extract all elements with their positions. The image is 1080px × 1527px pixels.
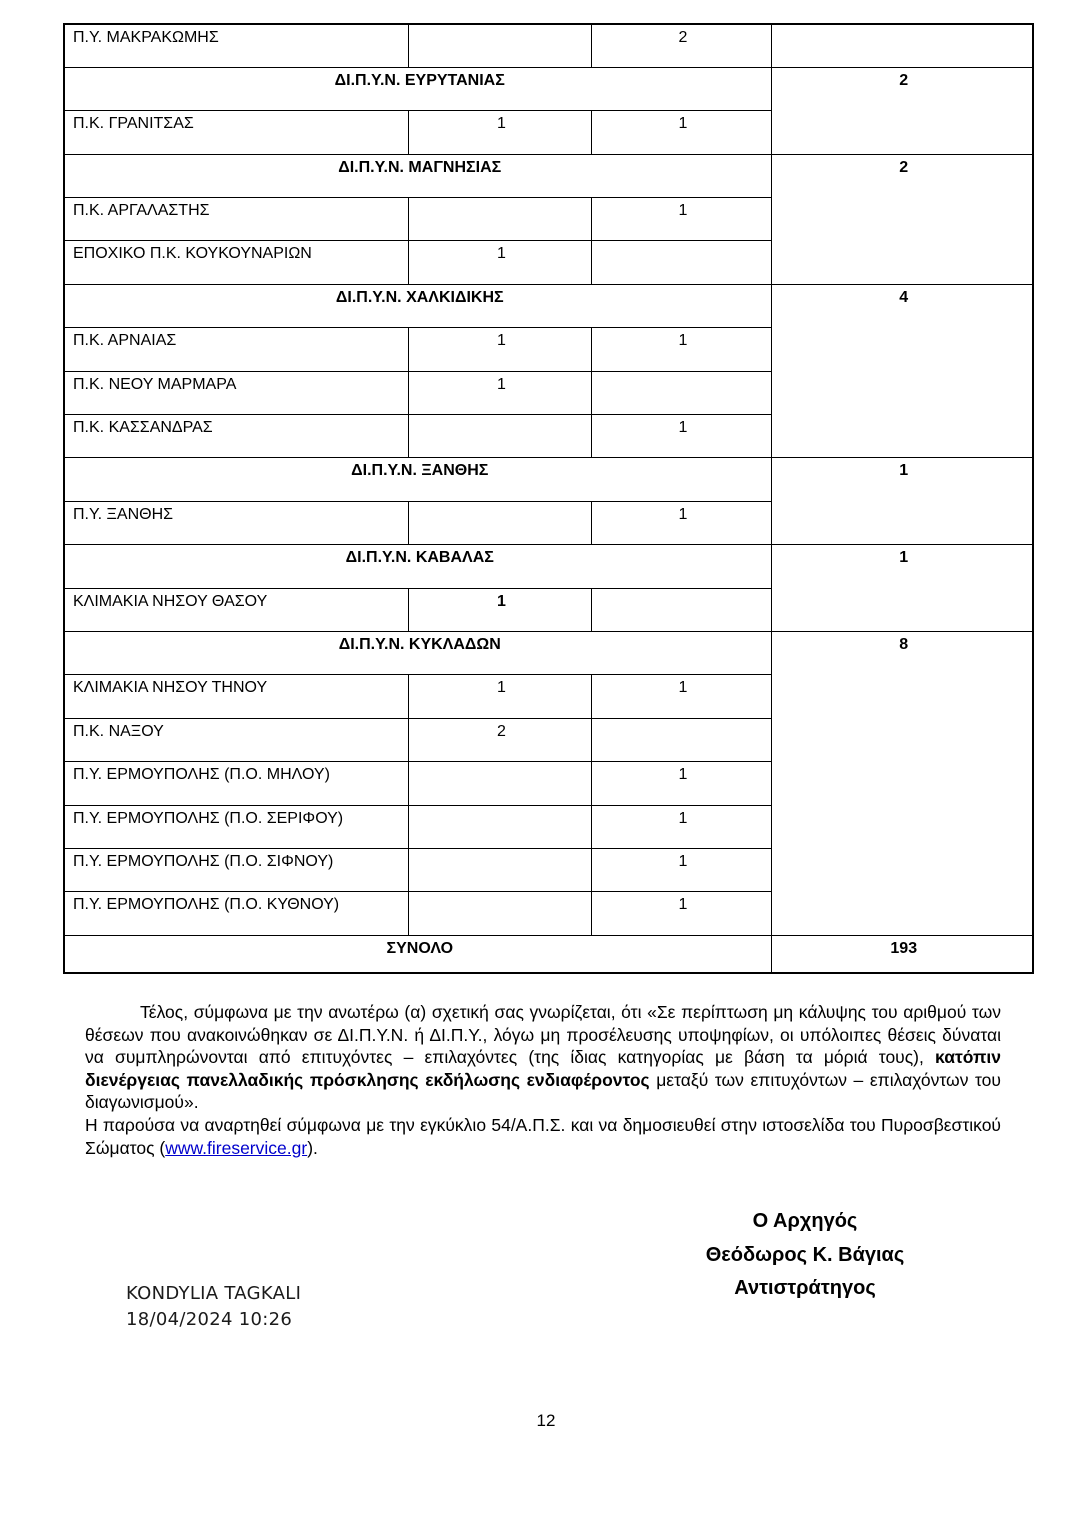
stamp-datetime: 18/04/2024 10:26 [126,1309,293,1330]
station-name-cell: Π.Κ. ΑΡΓΑΛΑΣΤΗΣ [64,198,408,241]
station-name-cell: Π.Κ. ΓΡΑΝΙΤΣΑΣ [64,111,408,154]
count-cell: 1 [408,371,591,414]
station-name-cell: Π.Υ. ΞΑΝΘΗΣ [64,501,408,544]
region-total-cell: 2 [771,67,1033,154]
body-paragraph [85,1001,1001,1114]
count-cell: 1 [591,328,771,371]
region-header-cell: ΔΙ.Π.Υ.Ν. ΞΑΝΘΗΣ [64,458,771,501]
fireservice-link[interactable]: www.fireservice.gr [165,1137,308,1158]
station-name-cell: Π.Υ. ΕΡΜΟΥΠΟΛΗΣ (Π.Ο. ΚΥΘΝΟΥ) [64,892,408,935]
signature-name: Θεόδωρος Κ. Βάγιας [705,1243,905,1266]
region-total-cell: 2 [771,154,1033,284]
count-cell [408,24,591,67]
count-cell: 1 [591,762,771,805]
count-cell: 1 [591,111,771,154]
count-cell: 1 [408,675,591,718]
station-name-cell: ΚΛΙΜΑΚΙΑ ΝΗΣΟΥ ΤΗΝΟΥ [64,675,408,718]
region-total-cell: 8 [771,631,1033,935]
digital-signature-stamp [126,1281,301,1333]
count-cell: 2 [408,718,591,761]
count-cell: 1 [591,198,771,241]
total-label-cell: ΣΥΝΟΛΟ [64,935,771,973]
signature-title: Ο Αρχηγός [752,1210,858,1232]
station-name-cell: ΕΠΟΧΙΚΟ Π.Κ. ΚΟΥΚΟΥΝΑΡΙΩΝ [64,241,408,284]
count-cell: 1 [591,501,771,544]
count-cell: 2 [591,24,771,67]
count-cell: 1 [408,241,591,284]
region-header-cell: ΔΙ.Π.Υ.Ν. ΜΑΓΝΗΣΙΑΣ [64,154,771,197]
body-text [85,1001,1001,1159]
count-cell [591,371,771,414]
count-cell [408,762,591,805]
positions-table-body [64,24,1033,973]
count-cell: 1 [408,588,591,631]
count-cell: 1 [591,848,771,891]
region-row [64,67,1033,110]
count-cell: 1 [591,892,771,935]
count-cell: 1 [591,805,771,848]
station-name-cell: Π.Υ. ΕΡΜΟΥΠΟΛΗΣ (Π.Ο. ΣΕΡΙΦΟΥ) [64,805,408,848]
station-name-cell: ΚΛΙΜΑΚΙΑ ΝΗΣΟΥ ΘΑΣΟΥ [64,588,408,631]
count-cell [408,805,591,848]
body-text-segment: Τέλος, σύμφωνα με την ανωτέρω (α) σχετική σας γνωρίζεται, ότι «Σε περίπτωση μη κάλυψης του αριθμού των θέσεων που ανακοινώθηκαν σε ΔΙ.Π.Υ.Ν. ή ΔΙ.Π.Υ., λόγω μη προσέλευσης υποψηφίων, οι υπόλοιπες θέσεις δύναται να συμπληρώνονται από επιτυχόντες – επιλαχόντες (της ίδιας κατηγορίας με βάση τα μόριά τους), [85,1002,1001,1068]
region-header-cell: ΔΙ.Π.Υ.Ν. ΚΑΒΑΛΑΣ [64,545,771,588]
count-cell: 1 [408,328,591,371]
station-name-cell: Π.Κ. ΝΑΞΟΥ [64,718,408,761]
region-row [64,631,1033,674]
page-number: 12 [536,1411,556,1430]
body-text-segment: μεταξύ των επιτυχόντων – επιλαχόντων του διαγωνισμού». [85,1069,1001,1113]
region-total-cell: 1 [771,545,1033,632]
region-row [64,458,1033,501]
region-total-cell [771,24,1033,67]
station-name-cell: Π.Υ. ΕΡΜΟΥΠΟΛΗΣ (Π.Ο. ΜΗΛΟΥ) [64,762,408,805]
count-cell [591,718,771,761]
count-cell [408,501,591,544]
count-cell: 1 [591,675,771,718]
station-name-cell: Π.Υ. ΜΑΚΡΑΚΩΜΗΣ [64,24,408,67]
count-cell [408,892,591,935]
count-cell: 1 [591,415,771,458]
count-cell [591,241,771,284]
body-text-segment: ). [307,1137,318,1158]
region-header-cell: ΔΙ.Π.Υ.Ν. ΧΑΛΚΙΔΙΚΗΣ [64,284,771,327]
total-row [64,935,1033,973]
station-row [64,24,1033,67]
signature-rank: Αντιστράτηγος [734,1277,876,1299]
region-row [64,284,1033,327]
positions-table [63,23,1034,974]
body-paragraph [85,1114,1001,1159]
region-header-cell: ΔΙ.Π.Υ.Ν. ΕΥΡΥΤΑΝΙΑΣ [64,67,771,110]
count-cell [408,198,591,241]
region-row [64,545,1033,588]
stamp-signer-name: KONDYLIA TAGKALI [126,1283,302,1304]
region-row [64,154,1033,197]
region-total-cell: 4 [771,284,1033,458]
station-name-cell: Π.Κ. ΑΡΝΑΙΑΣ [64,328,408,371]
count-cell: 1 [408,111,591,154]
count-cell [591,588,771,631]
body-text-segment: Η παρούσα να αναρτηθεί σύμφωνα με την εγκύκλιο 54/Α.Π.Σ. και να δημοσιευθεί στην ιστοσελίδα του Πυροσβεστικού Σώματος ( [85,1114,1001,1158]
signature-block [622,1205,988,1306]
station-name-cell: Π.Κ. ΚΑΣΣΑΝΔΡΑΣ [64,415,408,458]
count-cell [408,415,591,458]
bold-text: κατόπιν διενέργειας πανελλαδικής πρόσκλησης εκδήλωσης ενδιαφέροντος [85,1047,1001,1090]
station-name-cell: Π.Κ. ΝΕΟΥ ΜΑΡΜΑΡΑ [64,371,408,414]
station-name-cell: Π.Υ. ΕΡΜΟΥΠΟΛΗΣ (Π.Ο. ΣΙΦΝΟΥ) [64,848,408,891]
total-value-cell: 193 [771,935,1033,973]
region-header-cell: ΔΙ.Π.Υ.Ν. ΚΥΚΛΑΔΩΝ [64,631,771,674]
count-cell [408,848,591,891]
region-total-cell: 1 [771,458,1033,545]
